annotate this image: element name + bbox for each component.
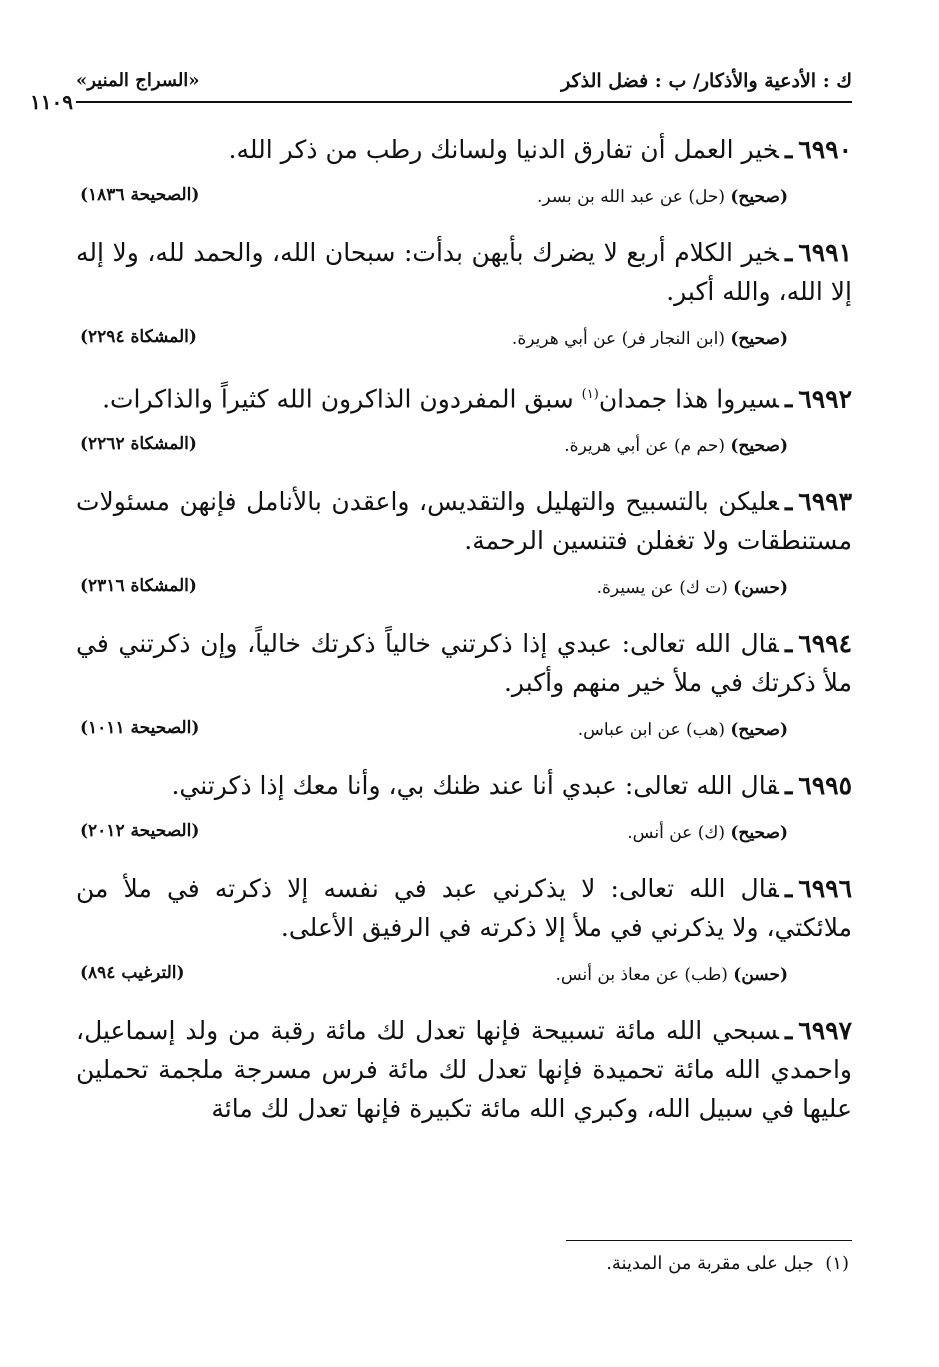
- hadith-text-block: [76, 1011, 852, 1128]
- hadith-grade: (صحيح): [730, 720, 788, 741]
- hadith-source: (ت ك) عن يسيرة.: [596, 578, 728, 599]
- hadith-reference: (الترغيب ٨٩٤): [80, 963, 185, 984]
- hadith-entry: [76, 375, 852, 468]
- hadith-reference: (المشكاة ٢٢٦٢): [80, 434, 197, 455]
- hadith-text-block: [76, 766, 852, 805]
- hadith-text-block: [76, 130, 852, 169]
- entry-dash: ـ: [784, 487, 793, 517]
- hadith-source-line: [555, 965, 788, 985]
- running-title-chapter: ك : الأدعية والأذكار/ ب : فضل الذكر: [561, 70, 852, 92]
- hadith-source-line: [512, 329, 788, 349]
- hadith-entry: [76, 624, 852, 752]
- hadith-list: [76, 130, 852, 1128]
- hadith-source: (هب) عن ابن عباس.: [577, 720, 725, 741]
- footnote-number: (١): [825, 1253, 849, 1274]
- hadith-reference: (المشكاة ٢٢٩٤): [80, 327, 197, 347]
- hadith-meta: [76, 819, 852, 855]
- footnote-rule: [566, 1240, 852, 1241]
- hadith-text: قال الله تعالى: لا يذكرني عبد في نفسه إلا ذكرته في ملأ من ملائكتي، ولا يذكرني في ملأ إلا ذكرته في الرفيق الأعلى.: [76, 874, 852, 943]
- entry-dash: ـ: [784, 874, 793, 904]
- hadith-source: (حل) عن عبد الله بن بسر.: [537, 187, 725, 207]
- running-title-book: «السراج المنير»: [76, 70, 200, 91]
- hadith-meta: [76, 183, 852, 219]
- hadith-reference: (الصحيحة ١٨٣٦): [80, 185, 200, 205]
- hadith-text-continued: سبق المفردون الذاكرون الله كثيراً والذاكرات.: [102, 384, 582, 414]
- hadith-grade: (صحيح): [730, 436, 788, 457]
- hadith-reference: (الصحيحة ٢٠١٢): [80, 821, 200, 842]
- hadith-entry: [76, 766, 852, 855]
- hadith-source: (ك) عن أنس.: [627, 823, 725, 844]
- hadith-text: سبحي الله مائة تسبيحة فإنها تعدل لك مائة رقبة من ولد إسماعيل، واحمدي الله مائة تحميدة فإنها تعدل لك مائة فرس مسرجة ملجمة تحملين عليها في سبيل الله، وكبري الله مائة تكبيرة فإنها تعدل لك مائة: [76, 1016, 852, 1124]
- hadith-number: ٦٩٩٢: [798, 384, 852, 414]
- hadith-grade: (حسن): [733, 965, 788, 986]
- hadith-source-line: [578, 720, 788, 740]
- hadith-source: (طب) عن معاذ بن أنس.: [555, 965, 728, 986]
- hadith-text-block: [76, 869, 852, 947]
- footnote: [606, 1253, 849, 1274]
- hadith-grade: (صحيح): [730, 823, 788, 844]
- hadith-source-line: [564, 436, 788, 456]
- hadith-text: خير العمل أن تفارق الدنيا ولسانك رطب من ذكر الله.: [228, 135, 779, 164]
- hadith-text-block: [76, 624, 852, 702]
- hadith-text-block: [76, 482, 852, 560]
- hadith-text: خير الكلام أربع لا يضرك بأيهن بدأت: سبحان الله، والحمد لله، ولا إله إلا الله، والله أكبر.: [76, 238, 852, 306]
- hadith-meta: [76, 574, 852, 610]
- hadith-meta: [76, 432, 852, 468]
- page-header: [30, 70, 852, 114]
- entry-dash: ـ: [784, 135, 793, 164]
- hadith-entry: [76, 869, 852, 997]
- hadith-entry: [76, 1011, 852, 1128]
- hadith-text-block: [76, 375, 852, 418]
- hadith-entry: [76, 482, 852, 610]
- hadith-number: ٦٩٩٤: [798, 629, 852, 659]
- hadith-number: ٦٩٩٣: [798, 487, 852, 517]
- hadith-text: قال الله تعالى: عبدي إذا ذكرتني خالياً ذكرتك خالياً، وإن ذكرتني في ملأ ذكرتك في ملأ خير منهم وأكبر.: [76, 629, 852, 698]
- hadith-number: ٦٩٩٠: [798, 135, 852, 164]
- hadith-grade: (صحيح): [730, 329, 788, 349]
- hadith-source-line: [597, 578, 788, 598]
- hadith-meta: [76, 325, 852, 361]
- hadith-entry: [76, 130, 852, 219]
- entry-dash: ـ: [784, 238, 793, 267]
- hadith-entry: [76, 233, 852, 361]
- hadith-number: ٦٩٩٧: [798, 1016, 852, 1046]
- hadith-meta: [76, 716, 852, 752]
- hadith-text: قال الله تعالى: عبدي أنا عند ظنك بي، وأنا معك إذا ذكرتني.: [171, 771, 779, 801]
- hadith-number: ٦٩٩١: [798, 238, 852, 267]
- hadith-source: (حم م) عن أبي هريرة.: [564, 436, 725, 457]
- entry-dash: ـ: [784, 771, 793, 801]
- entry-dash: ـ: [784, 1016, 793, 1046]
- hadith-number: ٦٩٩٥: [798, 771, 852, 801]
- hadith-text: عليكن بالتسبيح والتهليل والتقديس، واعقدن بالأنامل فإنهن مسئولات مستنطقات ولا تغفلن فتنسين الرحمة.: [76, 487, 852, 556]
- entry-dash: ـ: [784, 629, 793, 659]
- hadith-meta: [76, 961, 852, 997]
- hadith-text: سيروا هذا جمدان: [598, 384, 779, 414]
- footnote-marker[interactable]: (١): [581, 387, 599, 402]
- footnote-text: جبل على مقربة من المدينة.: [606, 1253, 814, 1274]
- header-rule: [76, 101, 852, 103]
- hadith-grade: (حسن): [733, 578, 788, 599]
- hadith-source-line: [537, 187, 788, 207]
- hadith-source: (ابن النجار فر) عن أبي هريرة.: [511, 329, 725, 349]
- hadith-reference: (الصحيحة ١٠١١): [80, 718, 200, 739]
- page-number: ١١٠٩: [30, 90, 73, 114]
- entry-dash: ـ: [784, 384, 793, 414]
- hadith-source-line: [627, 823, 788, 843]
- hadith-text-block: [76, 233, 852, 311]
- hadith-grade: (صحيح): [730, 187, 788, 207]
- hadith-reference: (المشكاة ٢٣١٦): [80, 576, 197, 597]
- hadith-number: ٦٩٩٦: [798, 874, 852, 904]
